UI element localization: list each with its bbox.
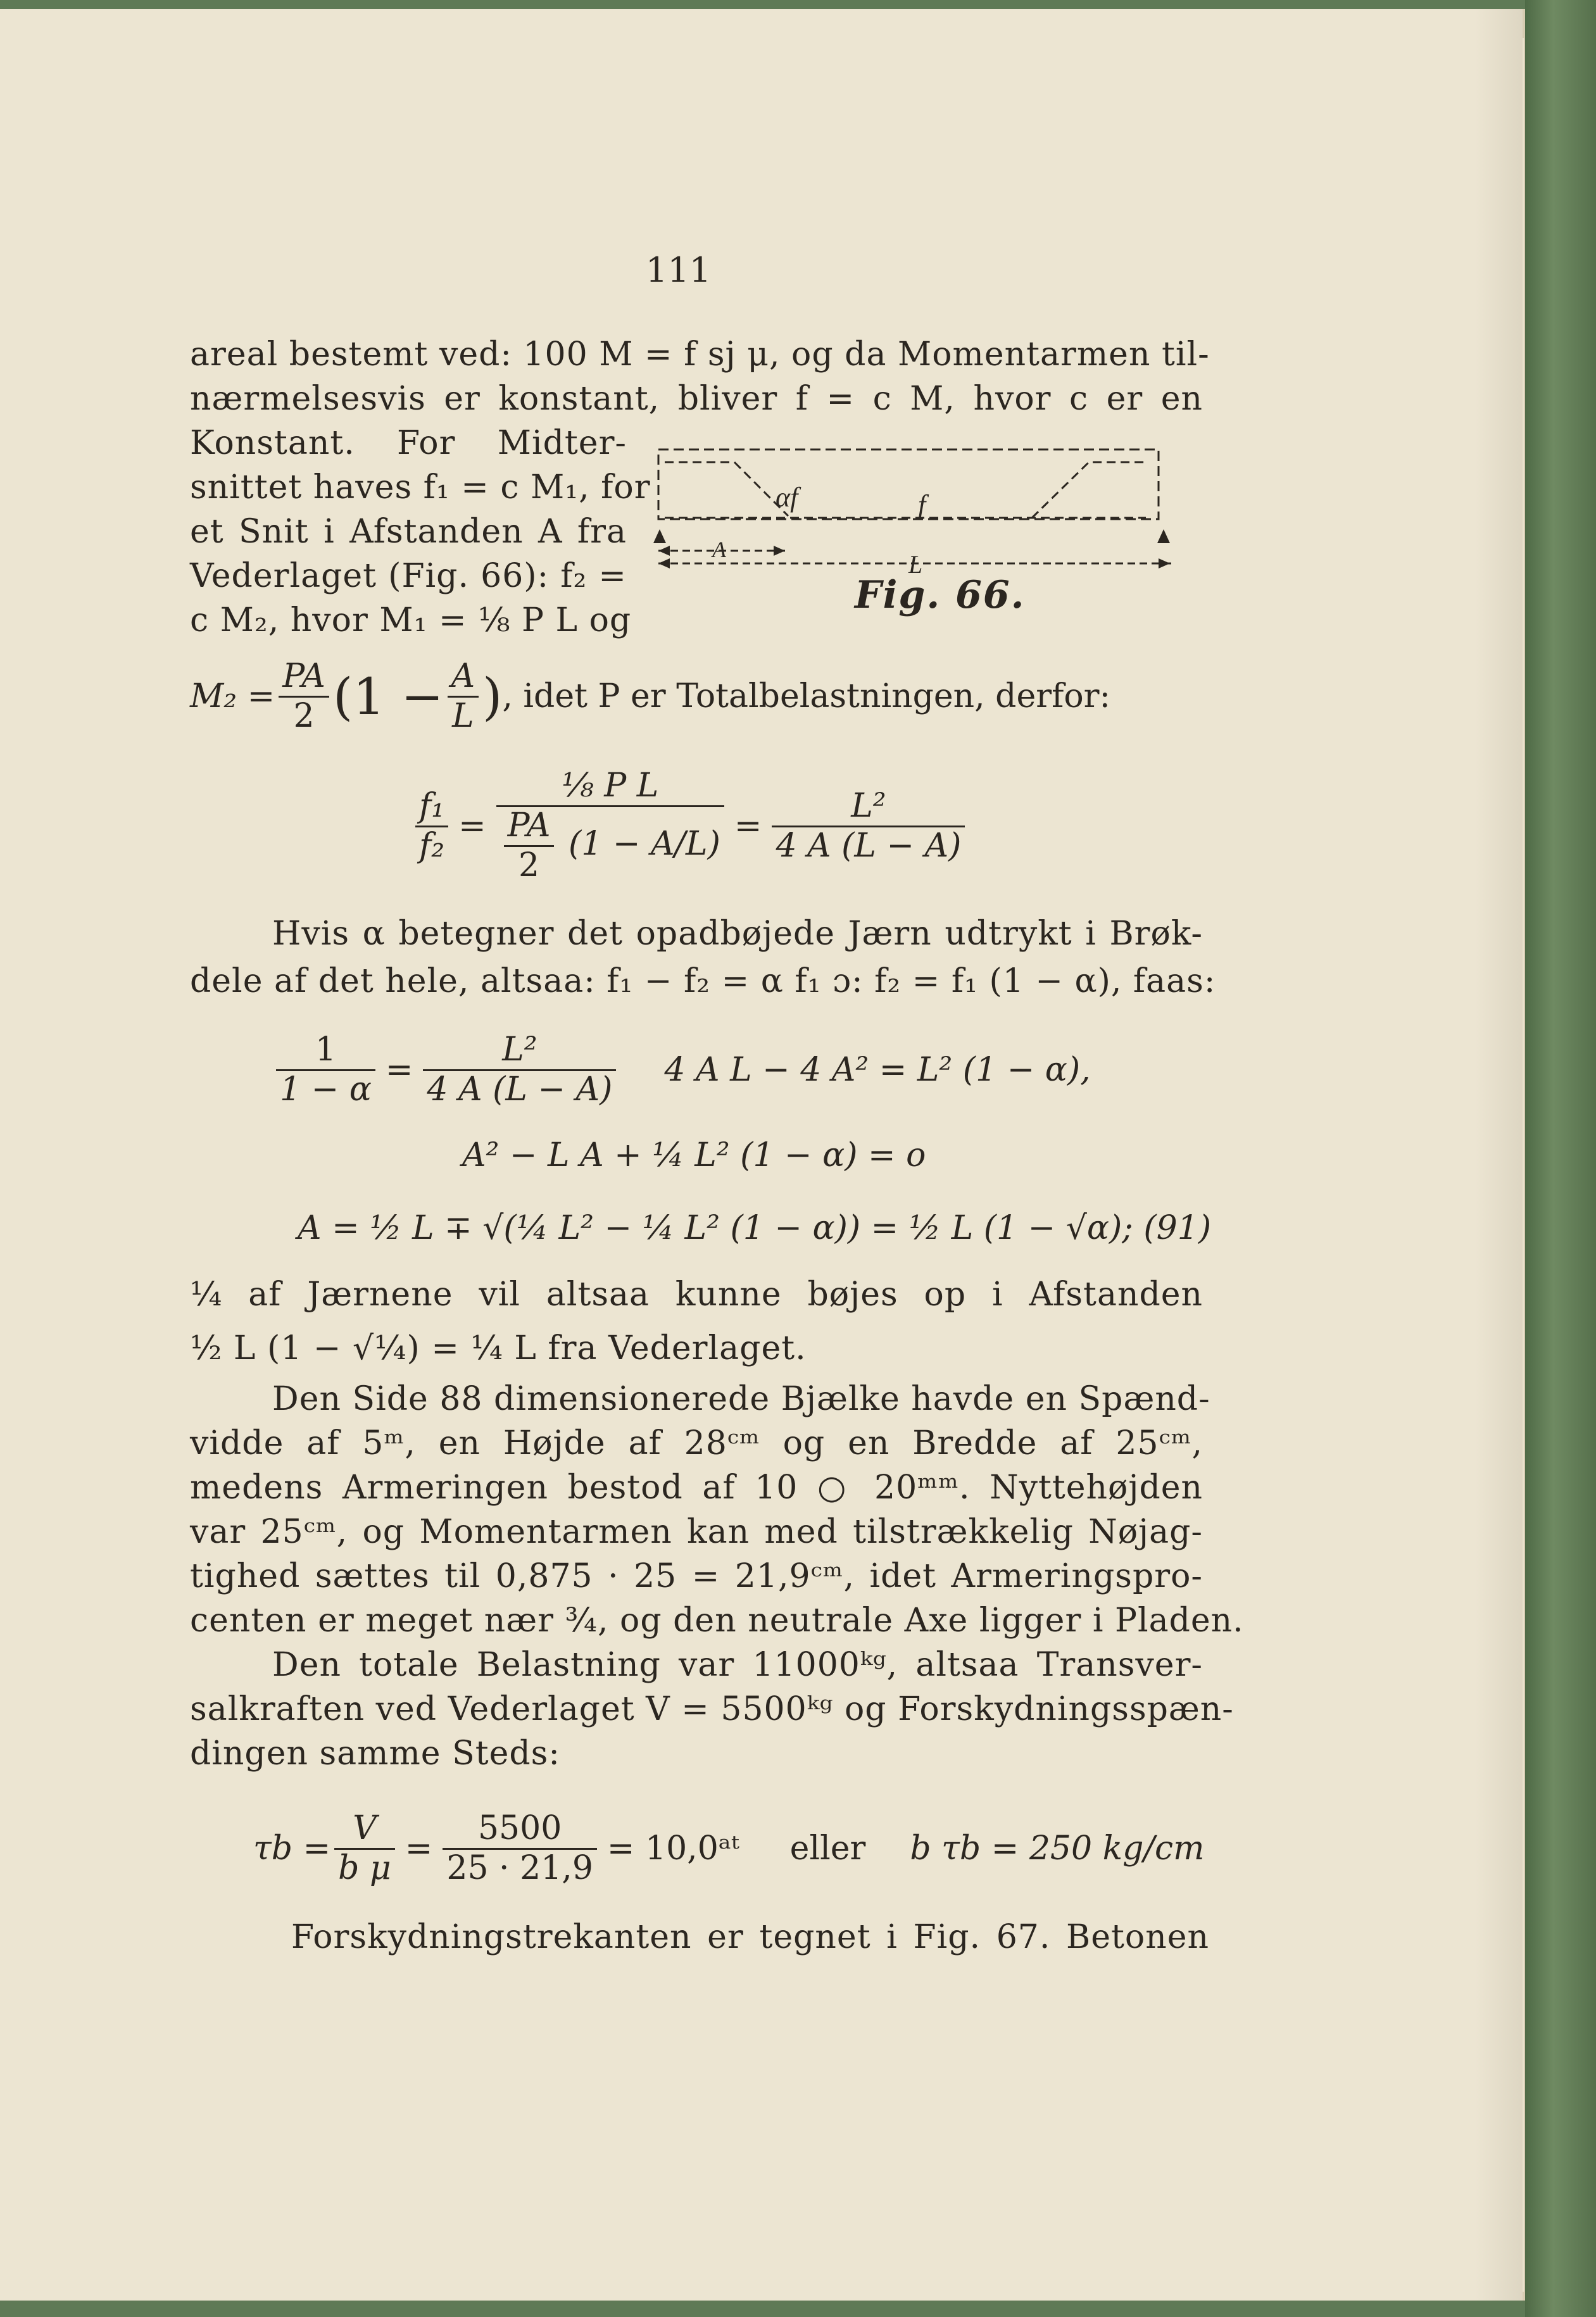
ratio-f2: f₂ <box>419 826 445 865</box>
alpha-tail: 4 A L − 4 A² = L² (1 − α), <box>664 1051 1091 1089</box>
m2-inner-numerator: A <box>448 658 479 698</box>
text-line: salkraften ved Vederlaget V = 5500ᵏᵍ og Forskydningsspæn- <box>190 1690 1234 1728</box>
text-line: ½ L (1 − √¼) = ¼ L fra Vederlaget. <box>190 1329 807 1367</box>
label-f: f <box>918 489 926 520</box>
label-L: L <box>908 550 923 579</box>
text-line: Vederlaget (Fig. 66): f₂ = <box>190 557 627 595</box>
text-line: dingen samme Steds: <box>190 1735 560 1773</box>
equation-quadratic: A² − L A + ¼ L² (1 − α) = o <box>462 1136 926 1174</box>
m2-tail: , idet P er Totalbelastningen, derfor: <box>502 677 1111 715</box>
bent-bar-left <box>665 462 788 516</box>
label-alpha-f: αf <box>776 482 798 513</box>
tau-fraction-1 <box>334 1810 395 1888</box>
dimension-arrow <box>658 546 670 556</box>
tau-eller: eller <box>789 1830 866 1868</box>
equals-sign: = <box>405 1830 433 1868</box>
alpha-den2: 4 A (L − A) <box>427 1070 613 1108</box>
ratio-right-denominator: 4 A (L − A) <box>776 826 962 865</box>
text-line: tighed sættes til 0,875 · 25 = 21,9ᶜᵐ, idet Armeringspro- <box>190 1557 1203 1595</box>
equation-alpha <box>272 1022 1091 1117</box>
text-line: var 25ᶜᵐ, og Momentarmen kan med tilstrækkelig Nøjag- <box>190 1513 1203 1551</box>
m2-inner-fraction <box>448 658 479 736</box>
book-cover-edge <box>1525 0 1596 2317</box>
tau-den1: b μ <box>338 1849 391 1887</box>
m2-fraction <box>279 658 329 736</box>
ratio-mid-numerator: ⅛ P L <box>496 767 724 807</box>
text-line: Konstant. For Midter- <box>190 424 627 462</box>
alpha-num2: L² <box>423 1031 616 1071</box>
page-number: 111 <box>646 250 712 290</box>
ratio-mid-fraction <box>496 767 724 884</box>
m2-paren-close: ) <box>482 667 503 726</box>
equals-sign: = <box>458 807 486 845</box>
text-line: Forskydningstrekanten er tegnet i Fig. 67. Betonen <box>291 1918 1209 1956</box>
text-line: areal bestemt ved: 100 M = f sj μ, og da Momentarmen til- <box>190 336 1210 374</box>
bent-bar-right <box>1032 462 1146 518</box>
tau-num1: V <box>334 1810 395 1850</box>
alpha-right-fraction <box>423 1031 616 1109</box>
ratio-mid-denominator <box>496 807 724 885</box>
equation-m2 <box>190 652 1110 741</box>
ratio-pa-fraction <box>504 807 555 885</box>
text-line: medens Armeringen bestod af 10 ○ 20ᵐᵐ. Nyttehøjden <box>190 1469 1203 1507</box>
m2-lhs: M₂ = <box>190 677 275 715</box>
m2-denominator: 2 <box>293 696 315 735</box>
ratio-left-fraction <box>415 788 448 865</box>
support-left <box>653 529 666 543</box>
page-gutter-shadow <box>1475 9 1523 2301</box>
text-line: ¼ af Jærnene vil altsaa kunne bøjes op i Afstanden <box>190 1276 1203 1314</box>
figure-caption: Fig. 66. <box>855 573 1026 617</box>
m2-numerator: PA <box>279 658 329 698</box>
m2-inner-denominator: L <box>452 696 474 735</box>
dimension-arrow <box>774 546 785 556</box>
alpha-num1: 1 <box>276 1031 375 1071</box>
ratio-right-fraction <box>772 788 965 865</box>
text-line: Den Side 88 dimensionerede Bjælke havde en Spænd- <box>272 1380 1210 1418</box>
support-right <box>1157 529 1170 543</box>
text-line: centen er meget nær ¾, og den neutrale Axe ligger i Pladen. <box>190 1602 1244 1640</box>
text-line: Hvis α betegner det opadbøjede Jærn udtrykt i Brøk- <box>272 915 1203 953</box>
dimension-arrow <box>1159 558 1170 568</box>
text-line: vidde af 5ᵐ, en Højde af 28ᶜᵐ og en Bredde af 25ᶜᵐ, <box>190 1424 1203 1462</box>
alpha-den1: 1 − α <box>280 1070 372 1108</box>
ratio-f1: f₁ <box>415 788 448 827</box>
text-line: snittet haves f₁ = c M₁, for <box>190 468 651 506</box>
alpha-left-fraction <box>276 1031 375 1109</box>
tau-lhs: τb = <box>253 1830 331 1868</box>
tau-result: = 10,0ᵃᵗ <box>606 1830 739 1868</box>
tau-fraction-2 <box>443 1810 597 1888</box>
tau-rhs: b τb = 250 kg/cm <box>910 1830 1205 1868</box>
label-A: A <box>712 537 726 562</box>
ratio-pa: PA <box>504 807 555 847</box>
tau-num2: 5500 <box>443 1810 597 1850</box>
equals-sign: = <box>385 1051 413 1089</box>
text-line: c M₂, hvor M₁ = ⅛ P L og <box>190 601 632 639</box>
equation-ratio <box>412 750 969 902</box>
tau-den2: 25 · 21,9 <box>446 1849 593 1887</box>
equation-91: A = ½ L ∓ √(¼ L² − ¼ L² (1 − α)) = ½ L (1 − √α); (91) <box>298 1209 1212 1247</box>
equals-sign: = <box>734 807 762 845</box>
text-line: nærmelsesvis er konstant, bliver f = c M, hvor c er en <box>190 380 1203 418</box>
figure-outline <box>658 449 1159 519</box>
ratio-two: 2 <box>518 846 540 884</box>
dimension-arrow <box>658 558 670 568</box>
text-line: Den totale Belastning var 11000ᵏᵍ, altsaa Transver- <box>272 1646 1203 1684</box>
text-line: dele af det hele, altsaa: f₁ − f₂ = α f₁ ɔ: f₂ = f₁ (1 − α), faas: <box>190 962 1216 1000</box>
ratio-right-numerator: L² <box>772 788 965 827</box>
text-line: et Snit i Afstanden A fra <box>190 513 627 551</box>
m2-paren-open: (1 − <box>332 667 444 726</box>
ratio-paren: (1 − A/L) <box>568 824 720 863</box>
equation-tau <box>253 1798 1204 1899</box>
